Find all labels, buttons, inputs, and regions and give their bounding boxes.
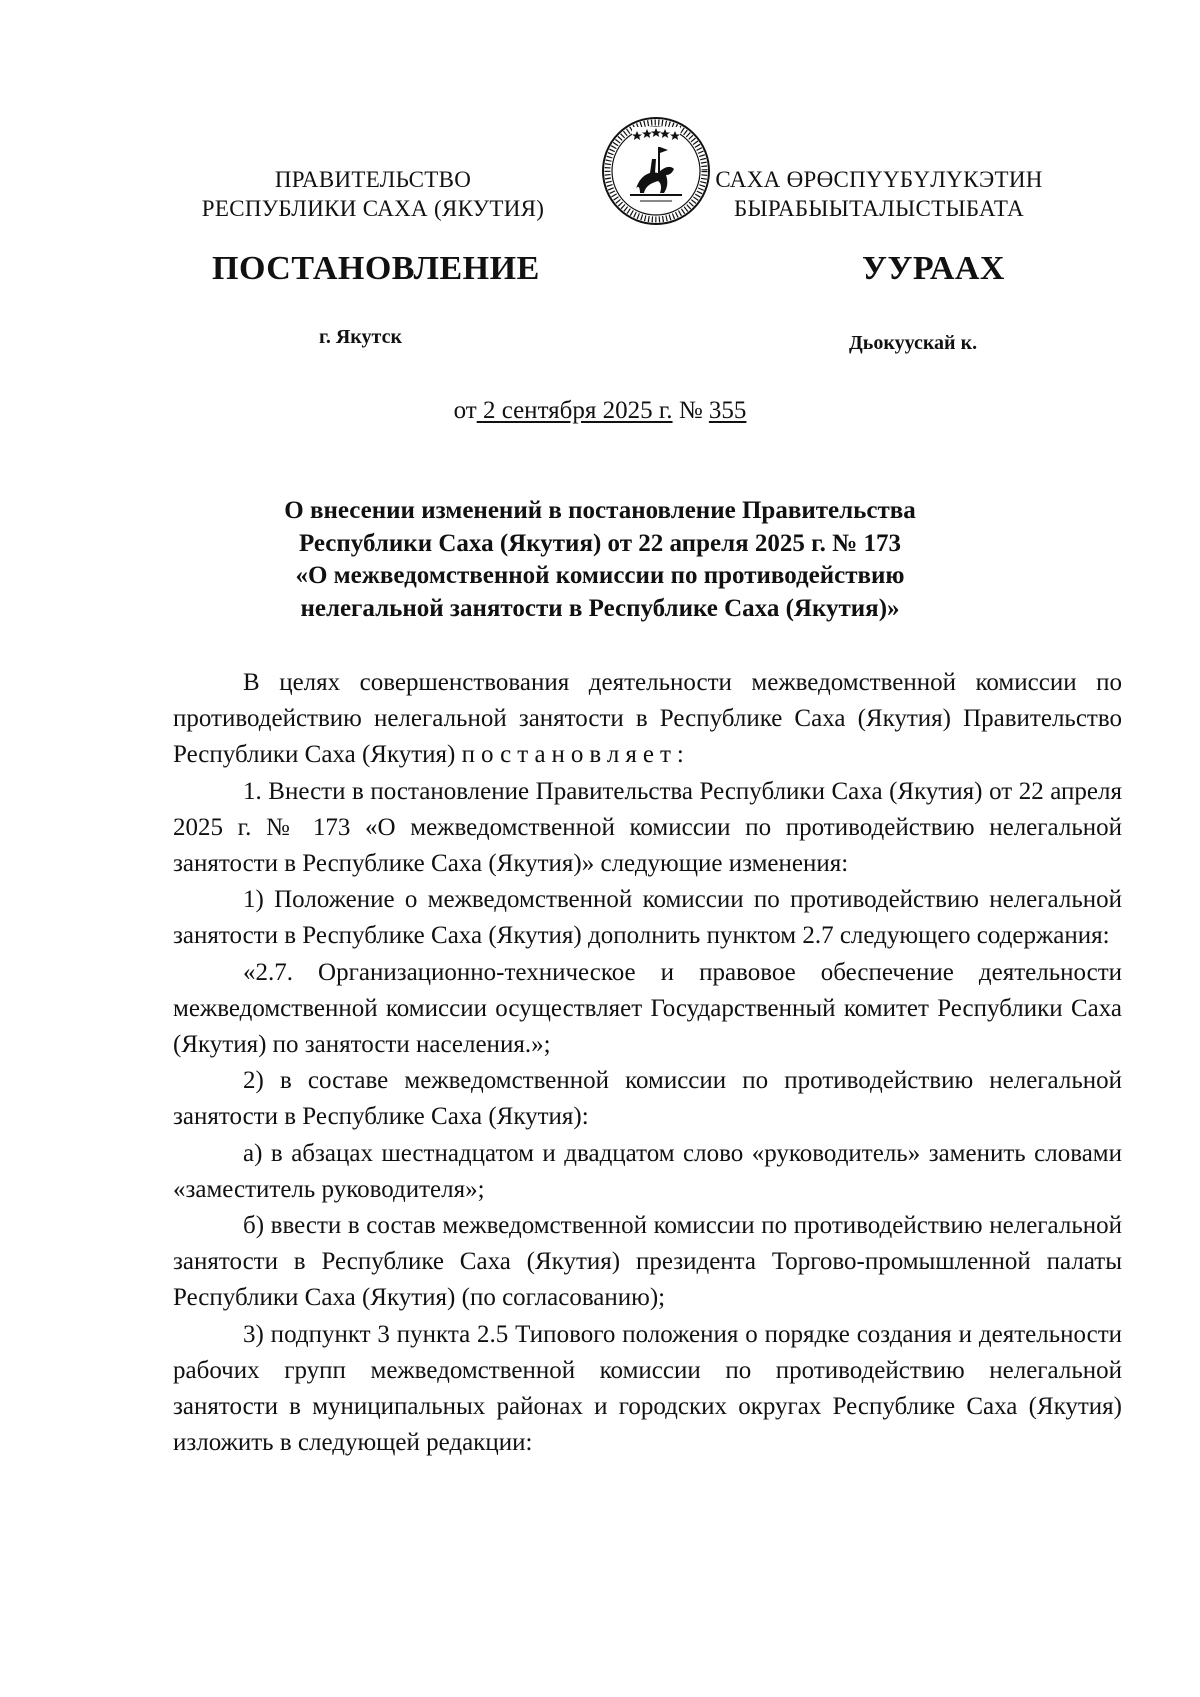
title-line: О внесении изменений в постановление Правительства bbox=[284, 497, 916, 524]
city-sakha: Дьокуускай к. bbox=[849, 332, 978, 354]
body-paragraph: 1. Внести в постановление Правительства Республики Саха (Якутия) от 22 апреля 2025 г. № 173 «О межведомственной комиссии по противодействию нелегальной занятости в Республике Саха (Якутия)» следующие изменения: bbox=[173, 777, 1122, 878]
intro-text: В целях совершенствования деятельности межведомственной комиссии по противодействию нелегальной занятости в Республике Саха (Якутия) Правительство Республики Саха (Якутия) bbox=[173, 669, 1122, 769]
decree-number-sign: № bbox=[678, 397, 703, 424]
government-name-russian bbox=[163, 165, 583, 223]
body-paragraph: б) ввести в состав межведомственной комиссии по противодействию нелегальной занятости в Республике Саха (Якутия) президента Торгово-промышленной палаты Республики Саха (Якутия) (по согласованию); bbox=[173, 1212, 1122, 1312]
government-name-line2: РЕСПУБЛИКИ САХА (ЯКУТИЯ) bbox=[201, 196, 545, 221]
body-paragraph: «2.7. Организационно-техническое и правовое обеспечение деятельности межведомственной комиссии осуществляет Государственный комитет Республики Саха (Якутия) по занятости населения.»; bbox=[173, 958, 1122, 1059]
body-paragraph-intro bbox=[173, 665, 1122, 774]
title-line: «О межведомственной комиссии по противодействию bbox=[295, 562, 905, 589]
government-name-line1: ПРАВИТЕЛЬСТВО bbox=[274, 167, 472, 192]
body-paragraph: 2) в составе межведомственной комиссии по противодействию нелегальной занятости в Республике Саха (Якутия): bbox=[173, 1067, 1122, 1131]
document-title bbox=[200, 495, 1000, 625]
decree-date-number bbox=[0, 397, 1200, 425]
decree-type-russian: ПОСТАНОВЛЕНИЕ bbox=[212, 250, 540, 287]
title-line: Республики Саха (Якутия) от 22 апреля 2025 г. № 173 bbox=[298, 529, 902, 557]
document-body bbox=[173, 665, 1122, 1461]
government-name-sakha-line1: САХА ӨРӨСПҮҮБҮЛҮКЭТИН bbox=[715, 167, 1043, 192]
city-russian: г. Якутск bbox=[319, 326, 402, 348]
title-line: нелегальной занятости в Республике Саха (Якутия)» bbox=[300, 594, 900, 622]
decree-number: 355 bbox=[708, 397, 747, 424]
decree-date: 2 сентября 2025 г. bbox=[482, 397, 673, 424]
decree-date-prefix: от bbox=[453, 397, 477, 424]
government-name-sakha-line2: БЫРАБЫЫТАЛЫСТЫБАТА bbox=[733, 196, 1025, 221]
sakha-coat-of-arms-icon bbox=[600, 115, 712, 227]
decree-type-sakha: УУРААХ bbox=[862, 250, 1005, 287]
intro-decrees-word: постановляет: bbox=[461, 741, 690, 769]
body-paragraph: а) в абзацах шестнадцатом и двадцатом слово «руководитель» заменить словами «заместитель руководителя»; bbox=[173, 1139, 1122, 1203]
body-paragraph: 1) Положение о межведомственной комиссии по противодействию нелегальной занятости в Республике Саха (Якутия) дополнить пунктом 2.7 следующего содержания: bbox=[173, 886, 1122, 950]
body-paragraph: 3) подпункт 3 пункта 2.5 Типового положения о порядке создания и деятельности рабочих групп межведомственной комиссии по противодействию нелегальной занятости в муниципальных районах и городских округах Республике Саха (Якутия) изложить в следующей редакции: bbox=[173, 1320, 1122, 1457]
government-name-sakha bbox=[714, 165, 1044, 223]
